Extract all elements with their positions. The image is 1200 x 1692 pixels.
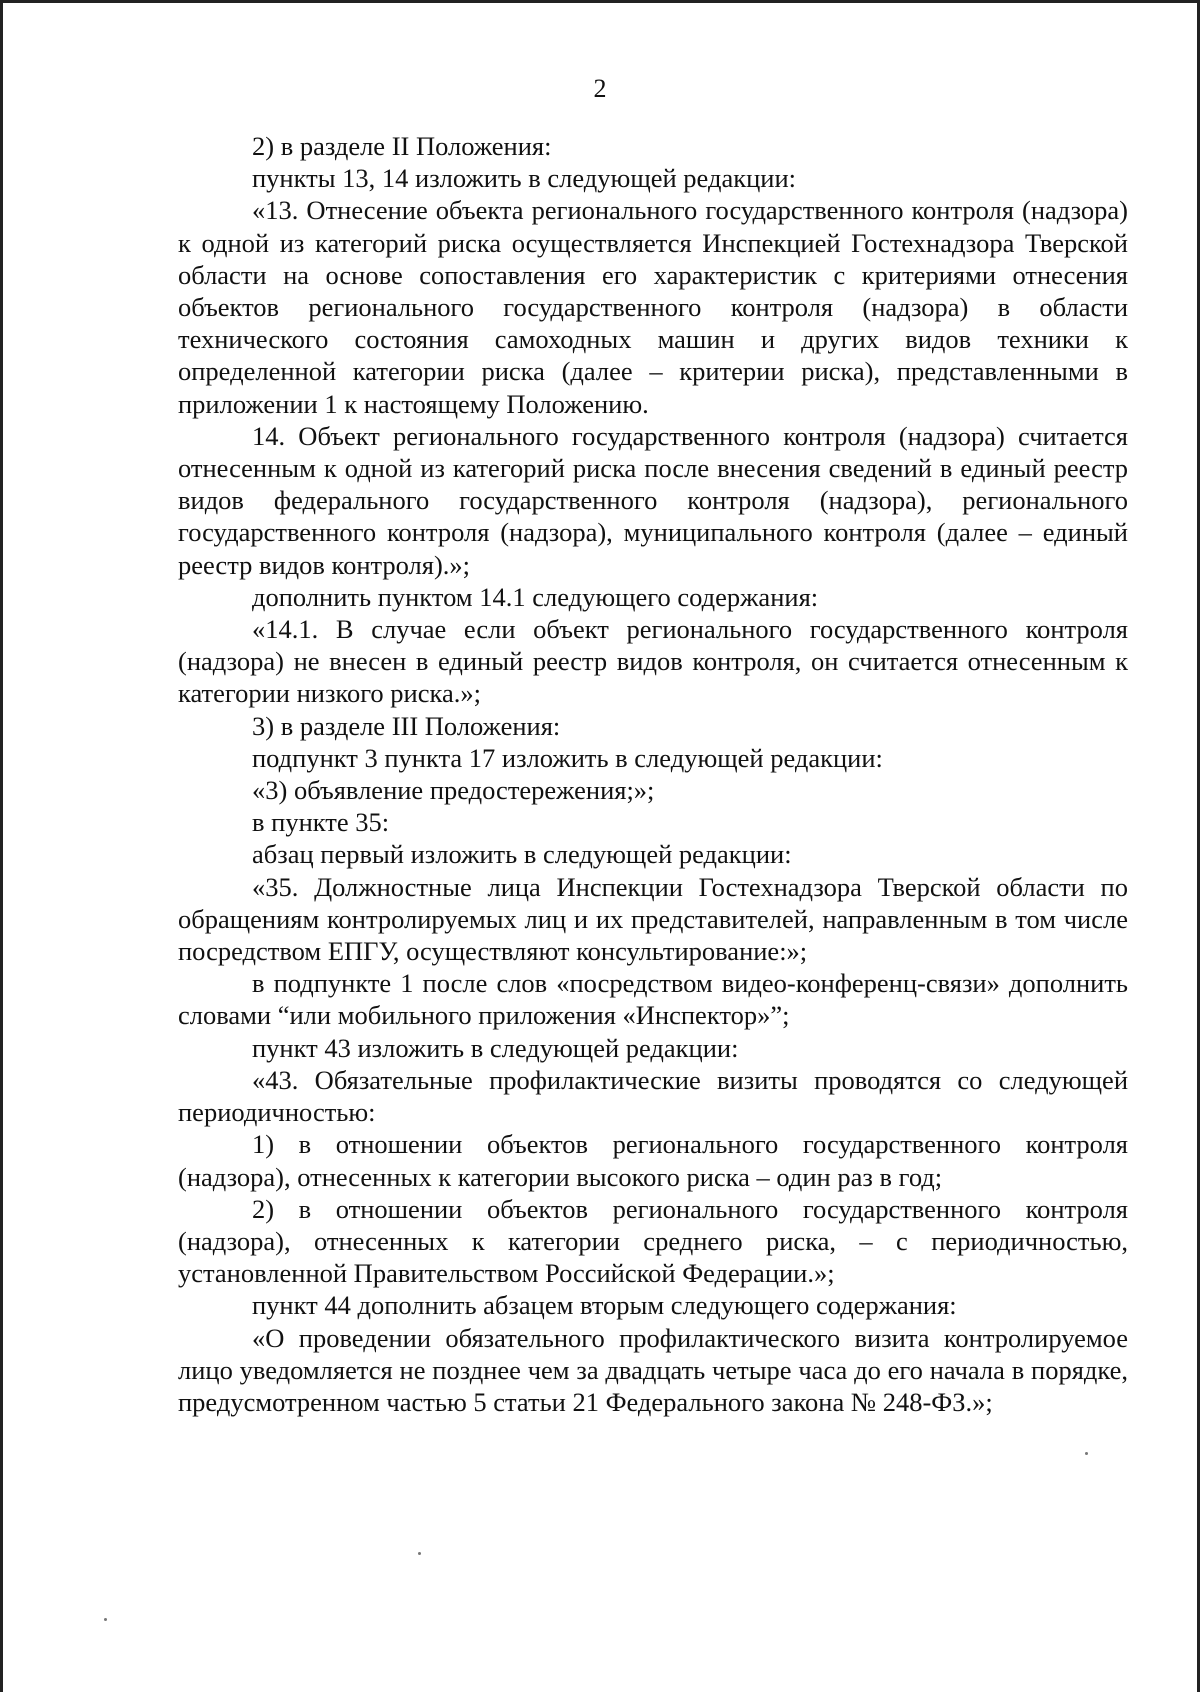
paragraph: 3) в разделе III Положения:: [252, 710, 561, 741]
paragraph: 14. Объект регионального государственного контроля (надзора) считается отнесенным к одной из категорий риска после внесения сведений в единый реестр видов федерального государственного контроля (надзора), регионального государственного контроля (надзора), муниципального контроля (далее – единый реестр видов контроля).»;: [178, 420, 1128, 580]
document-body: [178, 130, 1128, 1418]
paragraph: в пункте 35:: [252, 807, 390, 838]
paragraph: подпункт 3 пункта 17 изложить в следующей редакции:: [252, 742, 883, 773]
page-number: 2: [593, 74, 607, 103]
page-edge-left: [0, 0, 3, 1692]
paragraph: 1) в отношении объектов регионального государственного контроля (надзора), отнесенных к категории высокого риска – один раз в год;: [178, 1129, 1128, 1192]
paragraph: в подпункте 1 после слов «посредством видео-конференц-связи» дополнить словами “или мобильного приложения «Инспектор»”;: [178, 968, 1128, 1031]
paragraph: пункт 44 дополнить абзацем вторым следующего содержания:: [252, 1290, 957, 1321]
paragraph: пункт 43 изложить в следующей редакции:: [252, 1032, 739, 1063]
scan-speck: [418, 1552, 421, 1555]
scan-speck: [1085, 1452, 1088, 1455]
paragraph: абзац первый изложить в следующей редакции:: [252, 839, 792, 870]
paragraph: «35. Должностные лица Инспекции Гостехнадзора Тверской области по обращениям контролируемых лиц и их представителей, направленным в том числе посредством ЕПГУ, осуществляют консультирование:»;: [178, 871, 1128, 967]
paragraph: «43. Обязательные профилактические визиты проводятся со следующей периодичностью:: [178, 1064, 1128, 1128]
paragraph: 2) в отношении объектов регионального государственного контроля (надзора), отнесенных к категории среднего риска, – с периодичностью, установленной Правительством Российской Федерации.»;: [178, 1193, 1128, 1289]
page-edge-top: [0, 0, 1200, 3]
paragraph: пункты 13, 14 изложить в следующей редакции:: [252, 163, 797, 194]
paragraph: «13. Отнесение объекта регионального государственного контроля (надзора) к одной из категорий риска осуществляется Инспекцией Гостехнадзора Тверской области на основе сопоставления его характеристик с критериями отнесения объектов регионального государственного контроля (надзора) в области технического состояния самоходных машин и других видов техники к определенной категории риска (далее – критерии риска), представленными в приложении 1 к настоящему Положению.: [178, 195, 1128, 419]
scan-speck: [104, 1618, 107, 1621]
paragraph: «О проведении обязательного профилактического визита контролируемое лицо уведомляется не позднее чем за двадцать четыре часа до его начала в порядке, предусмотренном частью 5 статьи 21 Федерального закона № 248-ФЗ.»;: [178, 1322, 1128, 1417]
paragraph: «3) объявление предостережения;»;: [252, 775, 655, 806]
paragraph: «14.1. В случае если объект регионального государственного контроля (надзора) не внесен в единый реестр видов контроля, он считается отнесенным к категории низкого риска.»;: [178, 614, 1128, 709]
paragraph: дополнить пунктом 14.1 следующего содержания:: [252, 581, 819, 612]
paragraph: 2) в разделе II Положения:: [252, 131, 552, 161]
